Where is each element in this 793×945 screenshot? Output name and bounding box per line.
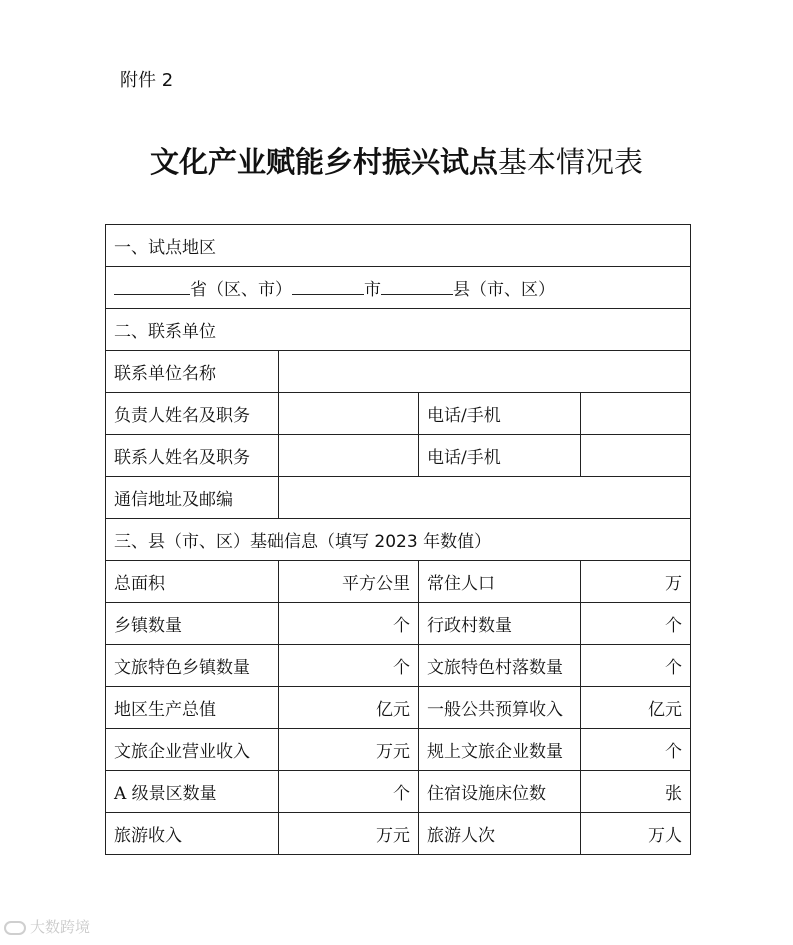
section-basic-row xyxy=(106,519,691,561)
row-label: 常住人口 xyxy=(419,561,581,603)
table-row xyxy=(106,687,691,729)
city-blank[interactable] xyxy=(292,278,364,295)
unit-name-label: 联系单位名称 xyxy=(106,351,279,393)
table-row xyxy=(106,729,691,771)
row-label: 旅游人次 xyxy=(419,813,581,855)
section-region-row xyxy=(106,225,691,267)
row-label: A 级景区数量 xyxy=(106,771,279,813)
row-unit-input[interactable]: 个 xyxy=(581,645,691,687)
attachment-label: 附件 2 xyxy=(120,70,174,91)
address-input-cell[interactable] xyxy=(279,477,691,519)
region-fill-cell xyxy=(106,267,691,309)
watermark-text: 大数跨境 xyxy=(30,918,91,936)
row-label: 乡镇数量 xyxy=(106,603,279,645)
unit-name-input-cell[interactable] xyxy=(279,351,691,393)
row-unit-input[interactable]: 个 xyxy=(581,603,691,645)
row-unit-input[interactable]: 个 xyxy=(279,603,419,645)
row-unit-input[interactable]: 个 xyxy=(581,729,691,771)
section-region-heading: 一、试点地区 xyxy=(106,225,691,267)
city-label: 市 xyxy=(364,280,381,300)
leader-phone-label: 电话/手机 xyxy=(419,393,581,435)
row-unit-input[interactable]: 亿元 xyxy=(279,687,419,729)
row-unit-input[interactable]: 万元 xyxy=(279,729,419,771)
row-unit-input[interactable]: 万人 xyxy=(581,813,691,855)
region-fill-row xyxy=(106,267,691,309)
address-row xyxy=(106,477,691,519)
table-row xyxy=(106,603,691,645)
row-label: 住宿设施床位数 xyxy=(419,771,581,813)
province-label: 省（区、市） xyxy=(190,280,292,300)
row-unit-input[interactable]: 万 xyxy=(581,561,691,603)
row-label: 文旅企业营业收入 xyxy=(106,729,279,771)
row-unit-input[interactable]: 平方公里 xyxy=(279,561,419,603)
leader-label: 负责人姓名及职务 xyxy=(106,393,279,435)
row-label: 规上文旅企业数量 xyxy=(419,729,581,771)
address-label: 通信地址及邮编 xyxy=(106,477,279,519)
province-blank[interactable] xyxy=(114,278,190,295)
row-label: 行政村数量 xyxy=(419,603,581,645)
row-label: 总面积 xyxy=(106,561,279,603)
row-unit-input[interactable]: 张 xyxy=(581,771,691,813)
title-bold-part: 文化产业赋能乡村振兴试点 xyxy=(149,145,498,179)
table-row xyxy=(106,561,691,603)
unit-name-row xyxy=(106,351,691,393)
leader-input-cell[interactable] xyxy=(279,393,419,435)
row-unit-input[interactable]: 个 xyxy=(279,645,419,687)
contact-phone-label: 电话/手机 xyxy=(419,435,581,477)
section-contact-heading: 二、联系单位 xyxy=(106,309,691,351)
row-label: 一般公共预算收入 xyxy=(419,687,581,729)
contact-person-input-cell[interactable] xyxy=(279,435,419,477)
table-row xyxy=(106,813,691,855)
county-blank[interactable] xyxy=(381,278,453,295)
contact-phone-input-cell[interactable] xyxy=(581,435,691,477)
leader-phone-input-cell[interactable] xyxy=(581,393,691,435)
row-label: 地区生产总值 xyxy=(106,687,279,729)
row-label: 文旅特色村落数量 xyxy=(419,645,581,687)
watermark xyxy=(4,916,90,937)
table-row xyxy=(106,645,691,687)
section-basic-heading: 三、县（市、区）基础信息（填写 2023 年数值） xyxy=(106,519,691,561)
section-contact-row xyxy=(106,309,691,351)
row-unit-input[interactable]: 个 xyxy=(279,771,419,813)
row-unit-input[interactable]: 亿元 xyxy=(581,687,691,729)
table-row xyxy=(106,771,691,813)
row-unit-input[interactable]: 万元 xyxy=(279,813,419,855)
contact-person-row xyxy=(106,435,691,477)
row-label: 文旅特色乡镇数量 xyxy=(106,645,279,687)
contact-person-label: 联系人姓名及职务 xyxy=(106,435,279,477)
county-label: 县（市、区） xyxy=(453,280,555,300)
row-label: 旅游收入 xyxy=(106,813,279,855)
page-title xyxy=(0,140,793,181)
leader-row xyxy=(106,393,691,435)
title-normal-part: 基本情况表 xyxy=(498,145,644,179)
basic-info-form-table xyxy=(105,224,691,855)
watermark-logo-icon xyxy=(4,921,26,935)
